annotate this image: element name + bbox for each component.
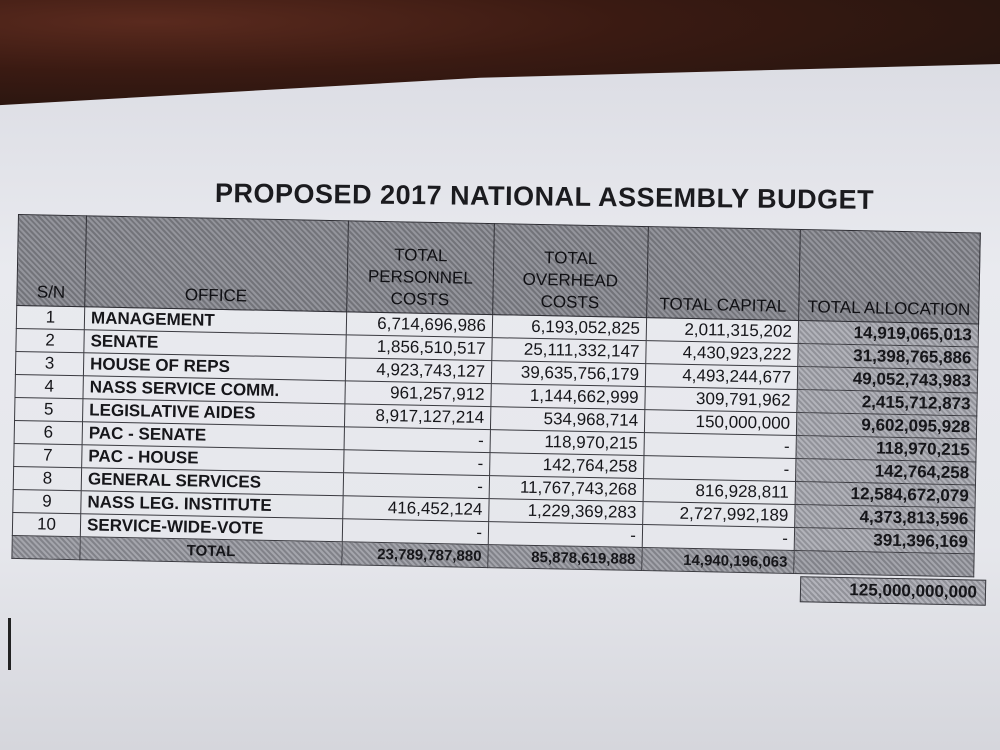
row-personnel: - [343,473,489,499]
row-capital: 150,000,000 [644,410,796,436]
row-sn: 10 [12,512,80,536]
total-allocation-above [794,550,974,576]
header-office: OFFICE [85,216,349,312]
row-overhead: 534,968,714 [490,407,644,433]
row-office: GENERAL SERVICES [81,468,343,496]
row-capital: 2,727,992,189 [643,502,795,528]
row-capital: 816,928,811 [643,479,795,505]
row-capital: 309,791,962 [645,387,797,413]
header-allocation: TOTAL ALLOCATION [799,230,981,324]
row-personnel: 961,257,912 [345,381,491,407]
row-allocation: 49,052,743,983 [797,366,977,392]
header-overhead: TOTAL OVERHEAD COSTS [493,224,649,318]
row-overhead: 25,111,332,147 [492,338,646,364]
row-allocation: 4,373,813,596 [795,504,975,530]
row-personnel: - [344,450,490,476]
row-sn: 7 [14,443,82,467]
row-sn: 5 [15,397,83,421]
document-title: PROPOSED 2017 NATIONAL ASSEMBLY BUDGET [214,178,875,215]
total-capital: 14,940,196,063 [642,548,794,574]
row-overhead: 1,144,662,999 [491,384,645,410]
row-personnel: 8,917,127,214 [344,404,490,430]
row-overhead: 39,635,756,179 [491,361,645,387]
row-allocation: 118,970,215 [796,435,976,461]
total-overhead: 85,878,619,888 [488,545,642,571]
header-sn: S/N [17,215,87,307]
row-allocation: 2,415,712,873 [797,389,977,415]
grand-total-allocation: 125,000,000,000 [800,576,986,606]
row-personnel: 416,452,124 [343,496,489,522]
row-overhead: 6,193,052,825 [492,315,646,341]
row-capital: 4,430,923,222 [646,341,798,367]
budget-table-wrapper [10,214,983,624]
row-overhead: 1,229,369,283 [489,499,643,525]
row-personnel: 6,714,696,986 [346,312,492,338]
header-capital: TOTAL CAPITAL [647,227,801,321]
row-office: LEGISLATIVE AIDES [83,399,345,427]
row-office: PAC - SENATE [82,422,344,450]
row-overhead: 118,970,215 [490,430,644,456]
row-sn: 9 [13,489,81,513]
pen-mark [8,618,11,670]
row-personnel: 4,923,743,127 [345,358,491,384]
row-sn: 8 [13,466,81,490]
row-office: MANAGEMENT [84,307,346,335]
row-sn: 3 [15,351,83,375]
row-office: NASS LEG. INSTITUTE [81,491,343,519]
row-personnel: - [342,519,488,545]
row-capital: 4,493,244,677 [645,364,797,390]
row-office: SENATE [84,330,346,358]
row-allocation: 14,919,065,013 [798,321,978,347]
row-sn: 4 [15,374,83,398]
table-body [12,305,978,553]
total-label: TOTAL [80,537,342,565]
row-overhead: 11,767,743,268 [489,476,643,502]
row-allocation: 12,584,672,079 [795,481,975,507]
row-allocation: 31,398,765,886 [798,344,978,370]
row-sn: 6 [14,420,82,444]
row-overhead: 142,764,258 [490,453,644,479]
row-sn: 2 [16,328,84,352]
row-capital: 2,011,315,202 [646,318,798,344]
row-allocation: 391,396,169 [794,527,974,553]
budget-table [11,214,980,577]
row-capital: - [642,525,794,551]
row-capital: - [644,433,796,459]
row-capital: - [644,456,796,482]
row-office: NASS SERVICE COMM. [83,376,345,404]
row-sn: 1 [16,305,84,329]
row-office: HOUSE OF REPS [83,353,345,381]
row-allocation: 142,764,258 [796,458,976,484]
row-office: SERVICE-WIDE-VOTE [80,514,342,542]
total-sn-cell [12,535,80,559]
row-office: PAC - HOUSE [82,445,344,473]
row-allocation: 9,602,095,928 [796,412,976,438]
row-overhead: - [488,522,642,548]
row-personnel: 1,856,510,517 [346,335,492,361]
row-personnel: - [344,427,490,453]
header-personnel: TOTAL PERSONNEL COSTS [347,221,495,315]
total-personnel: 23,789,787,880 [342,542,488,568]
